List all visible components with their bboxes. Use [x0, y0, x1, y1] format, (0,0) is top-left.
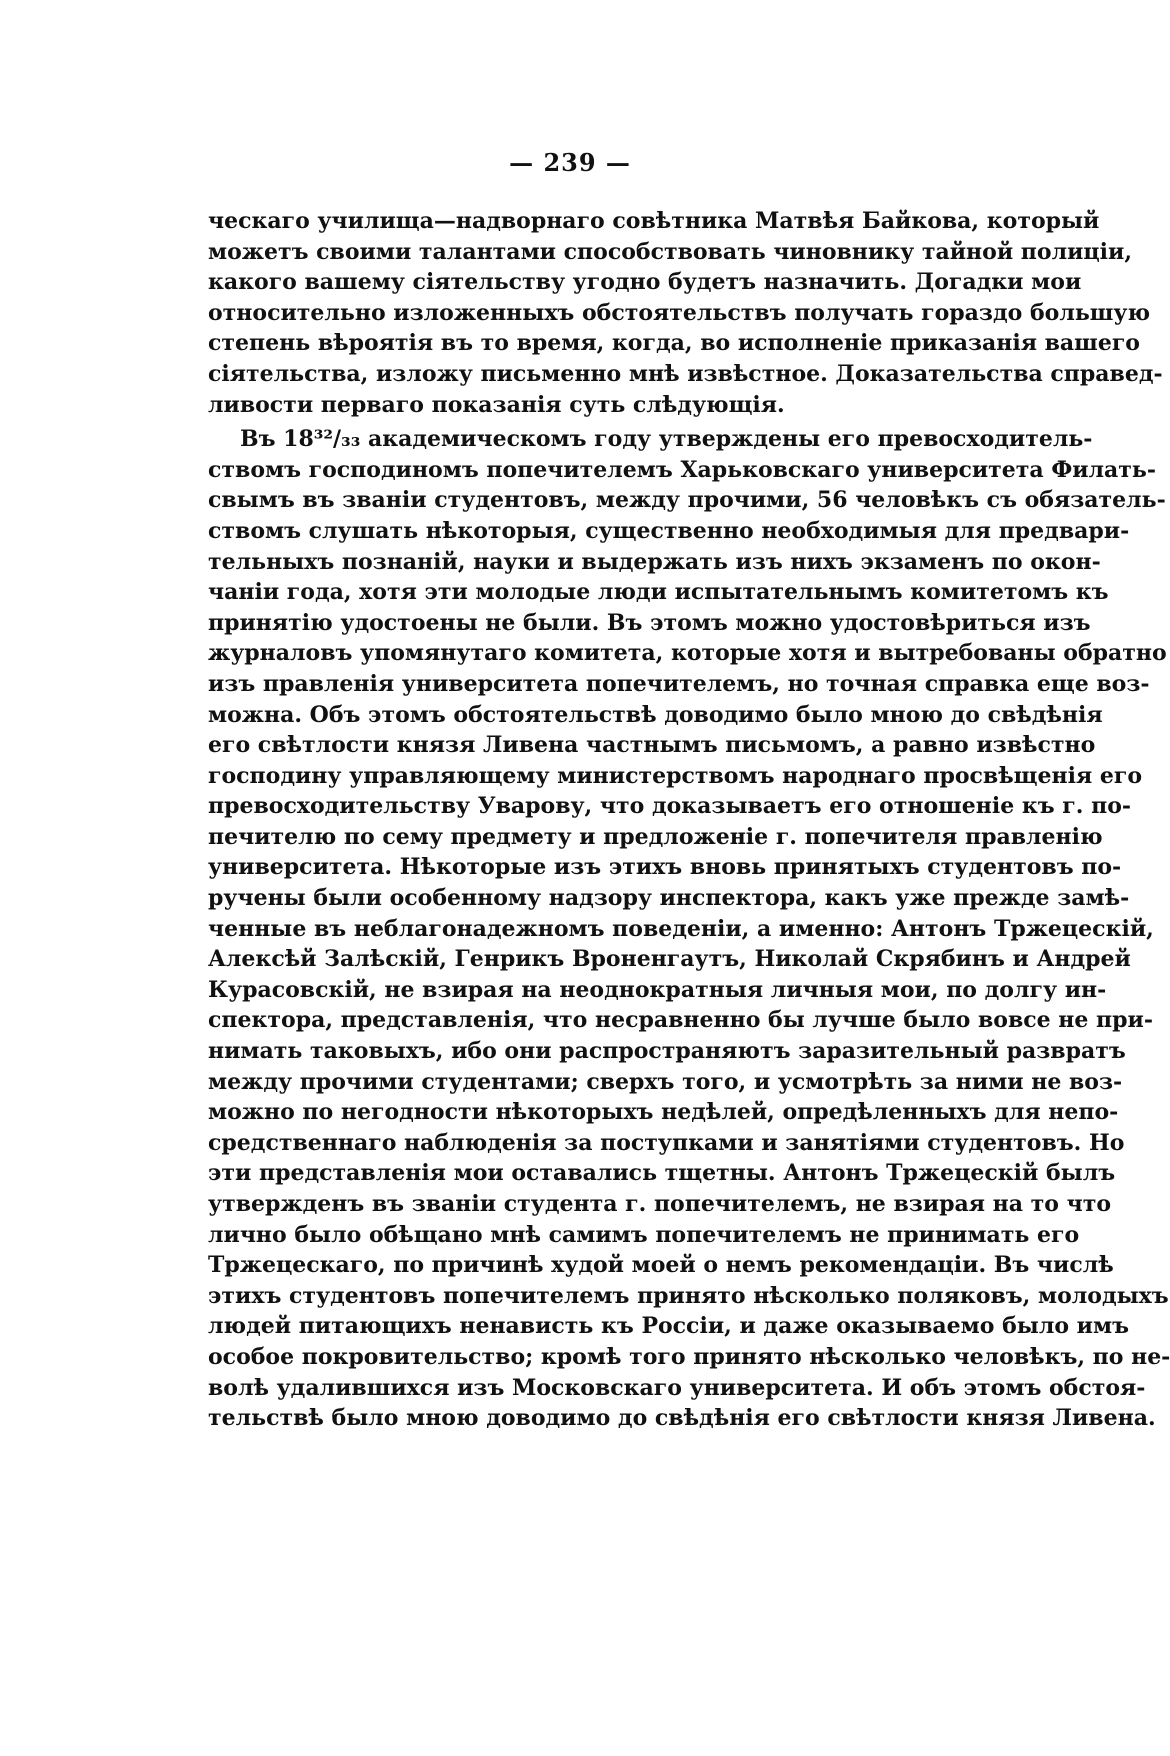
text-line: печителю по сему предмету и предложеніе г. попечителя правленію [208, 823, 1103, 850]
text-line: ливости перваго показанія суть слѣдующія. [208, 391, 785, 418]
text-line: тельствѣ было мною доводимо до свѣдѣнія его свѣтлости князя Ливена. [208, 1405, 1156, 1432]
text-line: изъ правленія университета попечителемъ, но точная справка еще воз- [208, 670, 1150, 697]
text-line: ченные въ неблагонадежномъ поведеніи, а именно: Антонъ Тржецескій, [208, 915, 1154, 942]
page-number: — 239 — [509, 148, 631, 177]
text-line: какого вашему сіятельству угодно будетъ назначить. Догадки мои [208, 269, 1082, 296]
text-line: можна. Объ этомъ обстоятельствѣ доводимо было мною до свѣдѣнія [208, 701, 1103, 728]
text-line: Алексѣй Залѣскій, Генрикъ Вроненгаутъ, Николай Скрябинъ и Андрей [208, 946, 1131, 973]
text-line: Въ 18³²/₃₃ академическомъ году утверждены его превосходитель- [240, 426, 1093, 453]
text-line: сіятельства, изложу письменно мнѣ извѣстное. Доказательства справед- [208, 360, 1163, 387]
paragraph-1 [208, 206, 1163, 420]
text-line: нимать таковыхъ, ибо они распространяютъ заразительный развратъ [208, 1038, 1126, 1065]
text-line: Тржецескаго, по причинѣ худой моей о немъ рекомендаціи. Въ числѣ [208, 1252, 1114, 1279]
paragraph-2 [208, 424, 1170, 1434]
text-line: можно по негодности нѣкоторыхъ недѣлей, опредѣленныхъ для непо- [208, 1099, 1119, 1126]
text-line: этихъ студентовъ попечителемъ принято нѣсколько поляковъ, молодыхъ [208, 1282, 1169, 1309]
text-line: волѣ удалившихся изъ Московскаго университета. И объ этомъ обстоя- [208, 1374, 1146, 1401]
body-text [208, 206, 1170, 1434]
text-line: относительно изложенныхъ обстоятельствъ получать гораздо большую [208, 299, 1151, 326]
text-line: ствомъ господиномъ попечителемъ Харьковскаго университета Филать- [208, 456, 1156, 483]
text-line: ческаго училища—надворнаго совѣтника Матвѣя Байкова, который [208, 208, 1100, 234]
text-line: ручены были особенному надзору инспектора, какъ уже прежде замѣ- [208, 885, 1130, 912]
text-line: лично было обѣщано мнѣ самимъ попечителемъ не принимать его [208, 1221, 1080, 1248]
text-line: свымъ въ званіи студентовъ, между прочими, 56 человѣкъ съ обязатель- [208, 487, 1166, 514]
text-line: его свѣтлости князя Ливена частнымъ письмомъ, а равно извѣстно [208, 732, 1096, 759]
text-line: принятію удостоены не были. Въ этомъ можно удостовѣриться изъ [208, 609, 1091, 636]
text-line: эти представленія мои оставались тщетны. Антонъ Тржецескій былъ [208, 1160, 1116, 1187]
text-line: людей питающихъ ненависть къ Россіи, и даже оказываемо было имъ [208, 1313, 1129, 1340]
text-line: между прочими студентами; сверхъ того, и усмотрѣть за ними не воз- [208, 1068, 1123, 1095]
text-line: степень вѣроятія въ то время, когда, во исполненіе приказанія вашего [208, 330, 1140, 357]
text-line: ствомъ слушать нѣкоторыя, существенно необходимыя для предвари- [208, 517, 1130, 544]
text-line: господину управляющему министерствомъ народнаго просвѣщенія его [208, 762, 1143, 789]
text-line: тельныхъ познаній, науки и выдержать изъ нихъ экзаменъ по окон- [208, 548, 1101, 575]
text-line: университета. Нѣкоторые изъ этихъ вновь принятыхъ студентовъ по- [208, 854, 1122, 881]
text-line: превосходительству Уварову, что доказываетъ его отношеніе къ г. по- [208, 793, 1132, 820]
text-line: можетъ своими талантами способствовать чиновнику тайной полиціи, [208, 238, 1132, 265]
text-line: чаніи года, хотя эти молодые люди испытательнымъ комитетомъ къ [208, 579, 1109, 606]
text-line: утвержденъ въ званіи студента г. попечителемъ, не взирая на то что [208, 1191, 1112, 1217]
text-line: особое покровительство; кромѣ того принято нѣсколько человѣкъ, по не- [208, 1343, 1170, 1370]
text-line: журналовъ упомянутаго комитета, которые хотя и вытребованы обратно [208, 640, 1167, 667]
text-line: средственнаго наблюденія за поступками и занятіями студентовъ. Но [208, 1129, 1125, 1156]
text-line: спектора, представленія, что несравненно бы лучше было вовсе не при- [208, 1007, 1153, 1034]
text-line: Курасовскій, не взирая на неоднократныя личныя мои, по долгу ин- [208, 976, 1107, 1003]
